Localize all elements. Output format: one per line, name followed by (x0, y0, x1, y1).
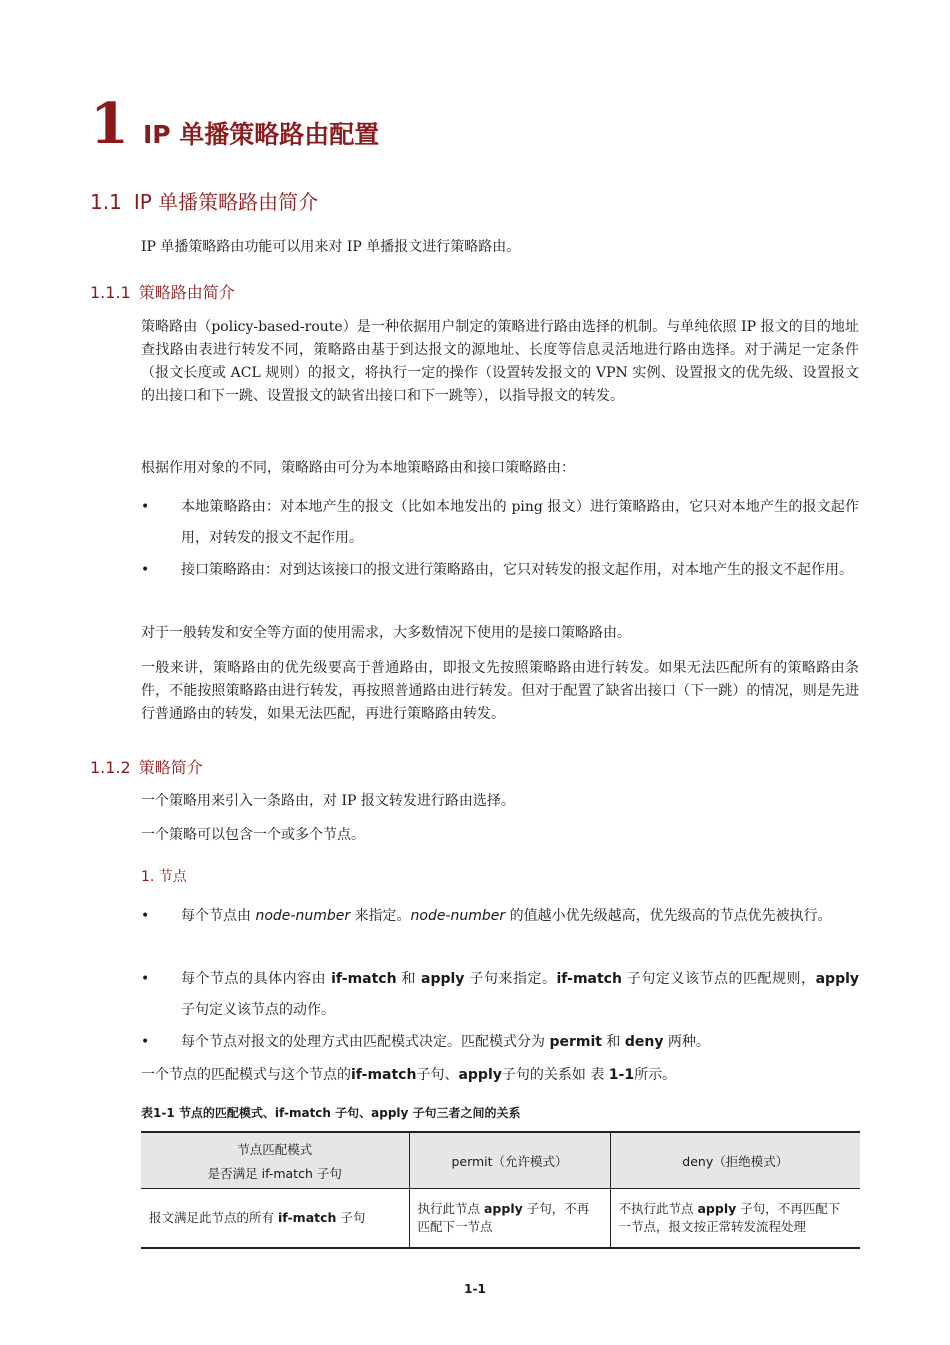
chapter-heading (90, 91, 380, 157)
table-header-row (141, 1132, 860, 1189)
list-item-text: 每个节点对报文的处理方式由匹配模式决定。匹配模式分为 permit 和 deny 两种。 (181, 1034, 710, 1050)
bullet-icon: • (141, 971, 150, 987)
chapter-title: IP 单播策略路由配置 (142, 120, 380, 149)
keyword: deny (624, 1034, 664, 1050)
keyword: node-number (255, 908, 351, 924)
table-cell: 不执行此节点 apply 子句，不再匹配下一节点，报文按正常转发流程处理 (610, 1189, 860, 1249)
section-heading-1-1-2 (90, 755, 203, 778)
subheading-nodes: 1. 节点 (141, 869, 187, 885)
bullet-icon: • (141, 908, 150, 924)
list-item (141, 1027, 859, 1058)
keyword: permit (549, 1034, 602, 1050)
table-cell: 执行此节点 apply 子句，不再匹配下一节点 (409, 1189, 610, 1249)
keyword: apply (458, 1067, 502, 1083)
keyword: if-match (351, 1067, 417, 1083)
keyword: apply (815, 971, 860, 987)
section-title: 策略简介 (138, 758, 203, 777)
list-item (141, 492, 859, 554)
intro-paragraph: IP 单播策略路由功能可以用来对 IP 单播报文进行策略路由。 (141, 239, 521, 255)
paragraph-policy-intro: 一个策略用来引入一条路由，对 IP 报文转发进行路由选择。 (141, 793, 515, 809)
section-number: 1.1.2 (90, 758, 131, 777)
list-item (141, 901, 859, 932)
keyword: if-match (331, 971, 397, 987)
list-item (141, 555, 859, 586)
chapter-number: 1 (90, 91, 129, 157)
section-title: IP 单播策略路由简介 (133, 190, 319, 214)
bullet-icon: • (141, 562, 150, 578)
table-header-cell: 节点匹配模式 是否满足 if-match 子句 (141, 1132, 409, 1189)
table-caption: 表1-1 节点的匹配模式、if-match 子句、apply 子句三者之间的关系 (141, 1106, 521, 1120)
list-item-text: 每个节点的具体内容由 if-match 和 apply 子句来指定。if-match 子句定义该节点的匹配规则，apply 子句定义该节点的动作。 (181, 971, 860, 1018)
paragraph-usage: 对于一般转发和安全等方面的使用需求，大多数情况下使用的是接口策略路由。 (141, 625, 631, 641)
table-link: 1-1 (608, 1067, 635, 1083)
paragraph-policy-nodes: 一个策略可以包含一个或多个节点。 (141, 827, 365, 843)
table-row (141, 1189, 860, 1249)
page-number: 1-1 (464, 1282, 486, 1296)
section-number: 1.1 (90, 190, 122, 214)
list-item (141, 964, 859, 1026)
table-header-cell: permit（允许模式） (409, 1132, 610, 1189)
section-heading-1-1 (90, 186, 318, 215)
keyword: if-match (556, 971, 622, 987)
bullet-icon: • (141, 499, 150, 515)
section-title: 策略路由简介 (138, 283, 235, 302)
paragraph-table-reference: 一个节点的匹配模式与这个节点的if-match子句、apply子句的关系如 表 1-1所示。 (141, 1067, 677, 1083)
list-item-text: 每个节点由 node-number 来指定。node-number 的值越小优先级越高，优先级高的节点优先被执行。 (181, 908, 832, 924)
table-cell: 报文满足此节点的所有 if-match 子句 (141, 1189, 409, 1249)
bullet-icon: • (141, 1034, 150, 1050)
table-header-cell: deny（拒绝模式） (610, 1132, 860, 1189)
section-number: 1.1.1 (90, 283, 131, 302)
keyword: apply (421, 971, 465, 987)
match-mode-table (141, 1131, 860, 1249)
paragraph-pbr-definition: 策略路由（policy-based-route）是一种依据用户制定的策略进行路由选择的机制。与单纯依照 IP 报文的目的地址查找路由表进行转发不同，策略路由基于到达报文的源地址、长度等信息灵活地进行路由选择。对于满足一定条件（报文长度或 ACL 规则）的报文，将执行一定的操作（设置转发报文的 VPN 实例、设置报文的优先级、设置报文的出接口和下一跳、设置报文的缺省出接口和下一跳等），以指导报文的转发。 (141, 319, 859, 404)
list-item-text: 接口策略路由：对到达该接口的报文进行策略路由，它只对转发的报文起作用，对本地产生的报文不起作用。 (181, 562, 853, 578)
section-heading-1-1-1 (90, 280, 235, 303)
paragraph-pbr-types: 根据作用对象的不同，策略路由可分为本地策略路由和接口策略路由： (141, 460, 575, 476)
list-item-text: 本地策略路由：对本地产生的报文（比如本地发出的 ping 报文）进行策略路由，它只对本地产生的报文起作用，对转发的报文不起作用。 (181, 499, 859, 546)
keyword: node-number (410, 908, 506, 924)
paragraph-priority: 一般来讲，策略路由的优先级要高于普通路由，即报文先按照策略路由进行转发。如果无法匹配所有的策略路由条件，不能按照策略路由进行转发，再按照普通路由进行转发。但对于配置了缺省出接口（下一跳）的情况，则是先进行普通路由的转发，如果无法匹配，再进行策略路由转发。 (141, 660, 859, 722)
